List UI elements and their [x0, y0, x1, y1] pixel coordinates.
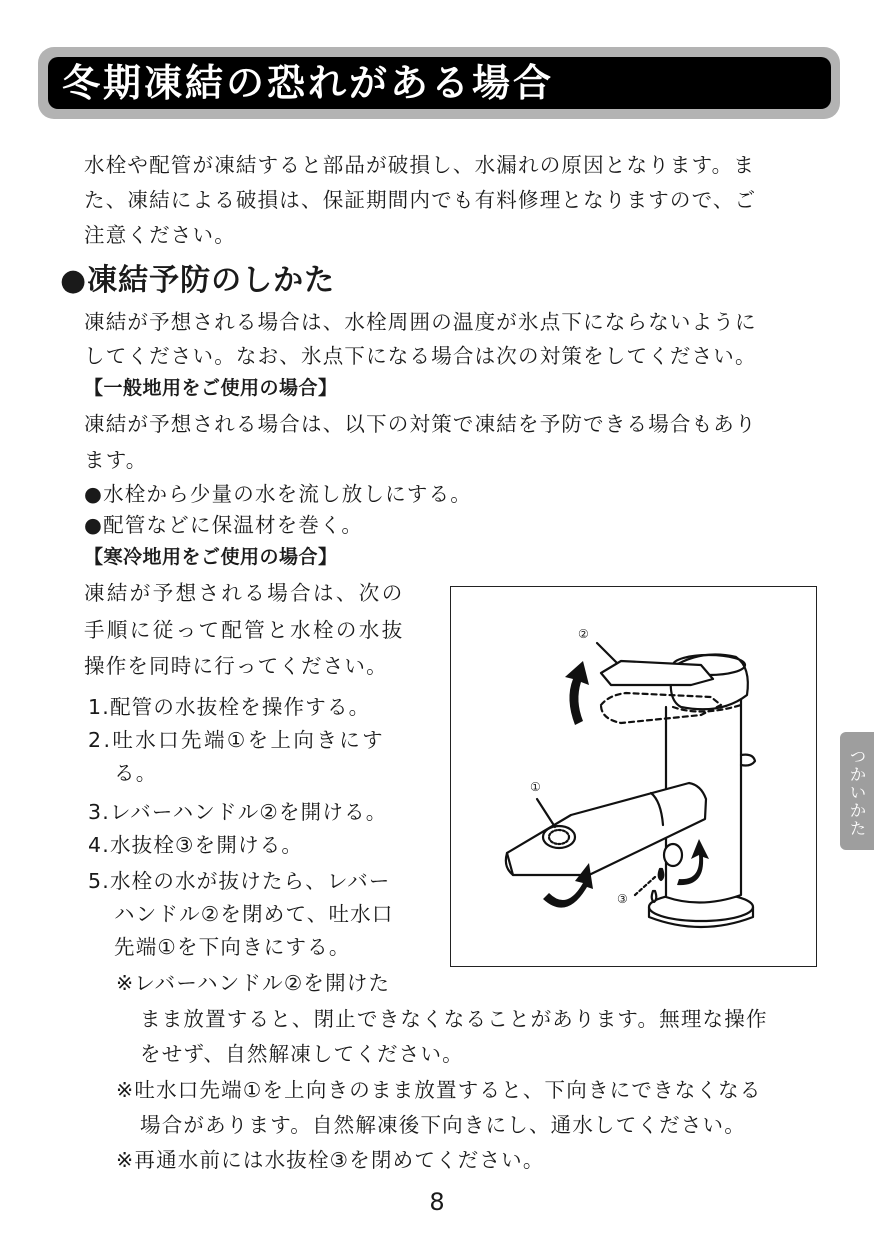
step-2-cont: る。: [114, 761, 158, 785]
prevention-heading: ●凍結予防のしかた: [60, 263, 336, 298]
figure-label-spout: ①: [530, 780, 541, 794]
cold-area-line-3: 操作を同時に行ってください。: [84, 654, 388, 678]
faucet-drawing: [451, 587, 818, 968]
step-5: 5.水栓の水が抜けたら、レバー: [88, 869, 391, 893]
intro-line-3: 注意ください。: [84, 223, 236, 247]
general-area-bullet-2: ●配管などに保温材を巻く。: [84, 513, 364, 537]
cold-area-line-2: 手順に従って配管と水栓の水抜: [84, 618, 405, 642]
note-1: ※レバーハンドル②を開けた: [116, 971, 391, 995]
step-4: 4.水抜栓③を開ける。: [88, 833, 304, 857]
note-1-cont-1: まま放置すると、閉止できなくなることがあります。無理な操作: [140, 1007, 768, 1031]
cold-area-heading: 【寒冷地用をご使用の場合】: [84, 546, 338, 568]
note-3: ※再通水前には水抜栓③を閉めてください。: [116, 1148, 545, 1172]
general-area-line-1: 凍結が予想される場合は、以下の対策で凍結を予防できる場合もあり: [84, 412, 757, 436]
page-title: 冬期凍結の恐れがある場合: [62, 61, 555, 105]
step-5-cont-2: 先端①を下向きにする。: [114, 935, 351, 959]
figure-label-drain: ③: [617, 892, 628, 906]
intro-line-2: た、凍結による破損は、保証期間内でも有料修理となりますので、ご: [84, 188, 757, 212]
step-2: 2.吐水口先端①を上向きにす: [88, 728, 386, 752]
figure-label-lever: ②: [578, 627, 589, 641]
step-1: 1.配管の水抜栓を操作する。: [88, 695, 371, 719]
general-area-line-2: ます。: [84, 448, 148, 472]
prevention-line-2: してください。なお、氷点下になる場合は次の対策をしてください。: [84, 344, 757, 368]
general-area-heading: 【一般地用をご使用の場合】: [84, 377, 338, 399]
note-2: ※吐水口先端①を上向きのまま放置すると、下向きにできなくなる: [116, 1078, 762, 1102]
step-3: 3.レバーハンドル②を開ける。: [88, 800, 388, 824]
page-number: 8: [429, 1188, 445, 1216]
note-1-cont-2: をせず、自然解凍してください。: [140, 1042, 464, 1066]
intro-line-1: 水栓や配管が凍結すると部品が破損し、水漏れの原因となります。ま: [84, 153, 756, 177]
note-2-cont: 場合があります。自然解凍後下向きにし、通水してください。: [140, 1113, 746, 1137]
faucet-illustration: [450, 586, 817, 967]
side-tab-label: つかいかた: [849, 747, 866, 838]
general-area-bullet-1: ●水栓から少量の水を流し放しにする。: [84, 482, 472, 506]
step-5-cont-1: ハンドル②を閉めて、吐水口: [114, 902, 394, 926]
cold-area-line-1: 凍結が予想される場合は、次の: [84, 581, 405, 605]
prevention-line-1: 凍結が予想される場合は、水栓周囲の温度が氷点下にならないように: [84, 310, 757, 334]
